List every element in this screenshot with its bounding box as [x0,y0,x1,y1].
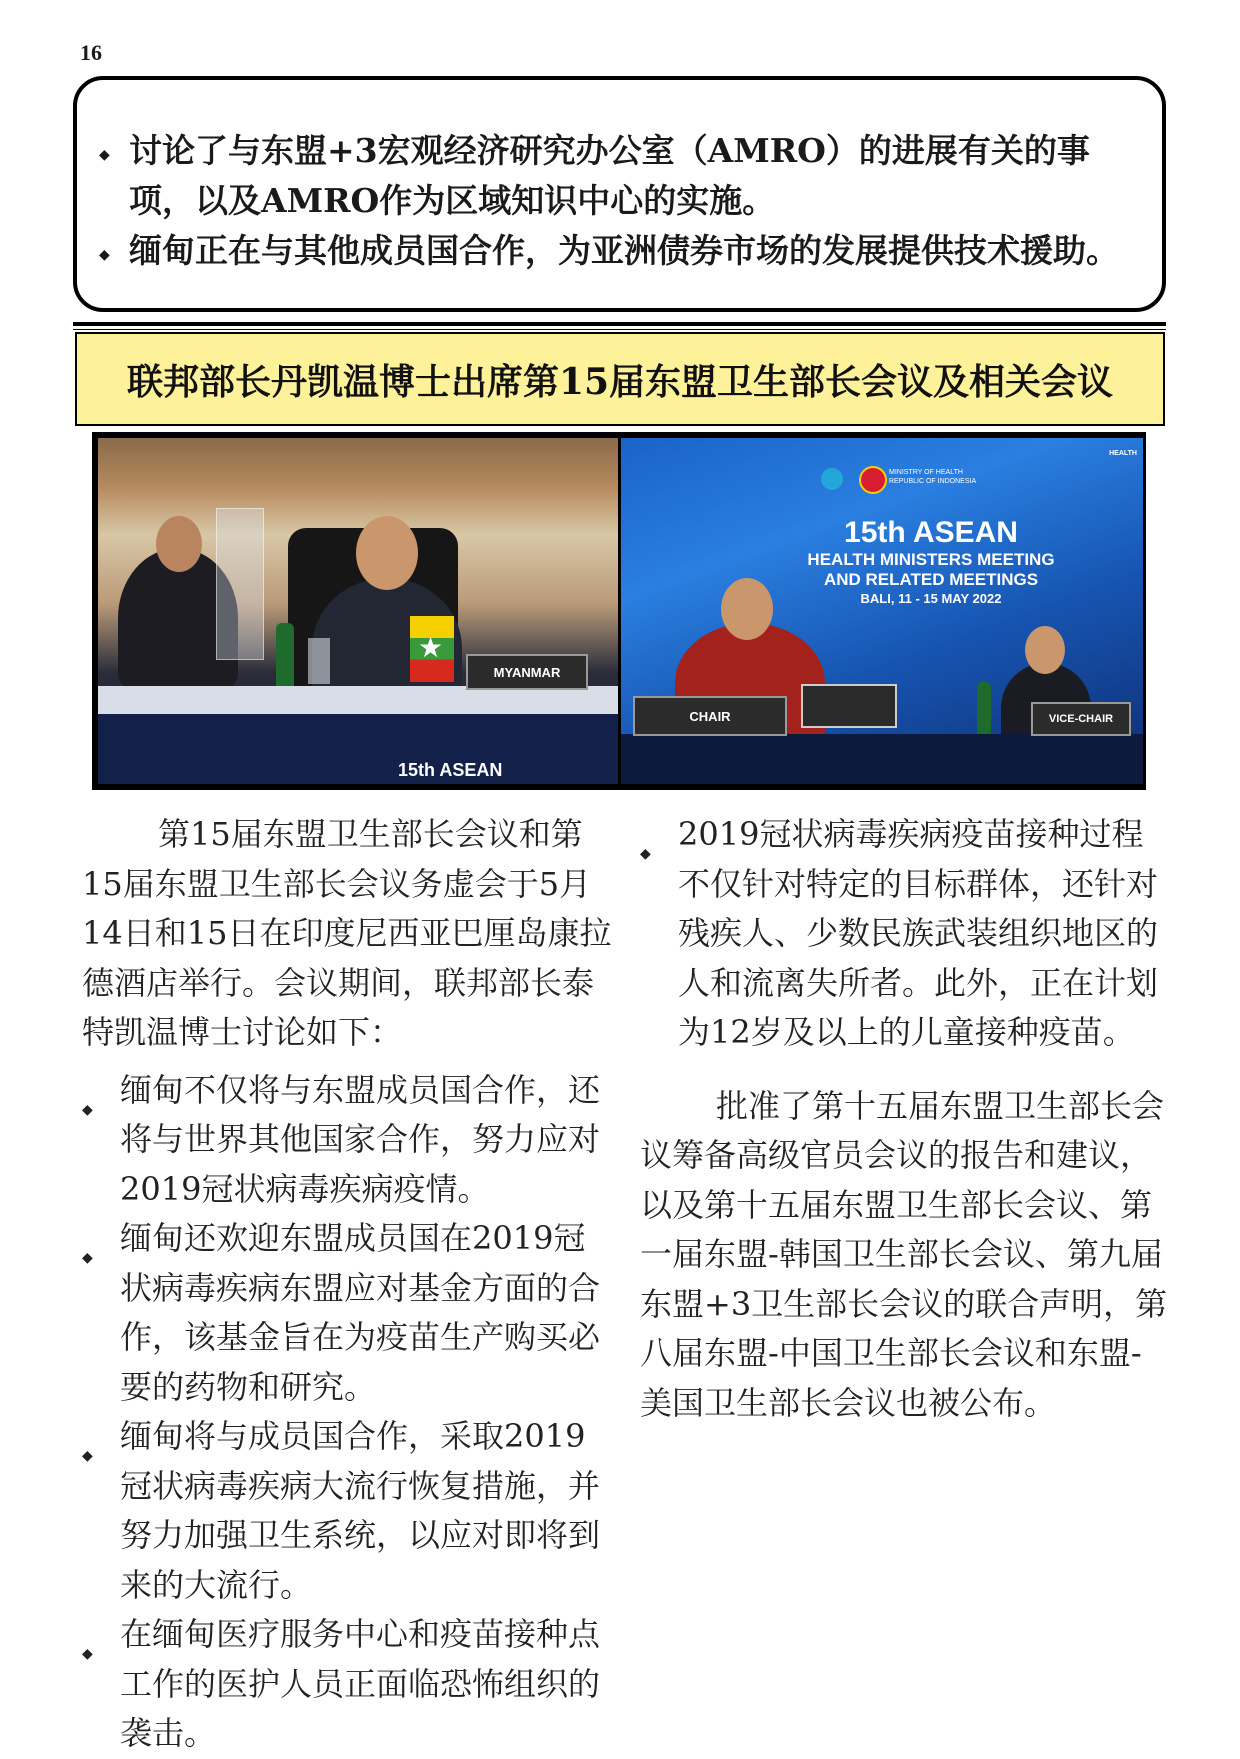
article-bullet-text: 缅甸还欢迎东盟成员国在2019冠状病毒疾病东盟应对基金方面的合作，该基金旨在为疫苗生产购买必要的药物和研究。 [120,1219,601,1406]
diamond-bullet-icon: ◆ [82,1646,93,1662]
article-bullet [640,810,1170,1058]
article-column-left [82,810,612,1759]
asean-logo-icon [859,466,887,494]
star-icon: ★ [418,631,444,664]
photo-strip [92,432,1146,790]
delegate-head [156,516,202,572]
page-number: 16 [80,40,102,65]
photo-meeting-chair [621,438,1143,784]
article-bullet-text: 缅甸不仅将与东盟成员国合作，还将与世界其他国家合作，努力应对2019冠状病毒疾病疫情。 [120,1070,601,1208]
conclusion-paragraph: 批准了第十五届东盟卫生部长会议筹备高级官员会议的报告和建议，以及第十五届东盟卫生部长会议、第一届东盟-韩国卫生部长会议、第九届东盟+3卫生部长会议的联合声明，第八届东盟-中国卫生部长会议和东盟-美国卫生部长会议也被公布。 [640,1086,1168,1422]
diamond-bullet-icon: ◆ [640,846,651,862]
diamond-bullet-icon: ◆ [99,147,110,163]
water-glass [308,638,330,684]
summary-bullet [99,126,1140,226]
nameplate-vice-chair: VICE-CHAIR [1031,702,1131,736]
article-bullet [82,1066,612,1215]
desk [98,686,618,714]
article-title: 联邦部长丹凯温博士出席第15届东盟卫生部长会议及相关会议 [75,332,1165,426]
screen-headline-line2: HEALTH MINISTERS MEETING [807,550,1055,569]
screen-headline-line3: AND RELATED MEETINGS [823,570,1039,589]
banner-fragment: 15th ASEAN [398,760,503,780]
article-bullet [82,1214,612,1412]
screen-date-line: BALI, 11 - 15 MAY 2022 [860,591,1002,606]
article-bullet-text: 在缅甸医疗服务中心和疫苗接种点工作的医护人员正面临恐怖组织的袭击。 [120,1615,601,1752]
minister-head [356,516,418,590]
photo-myanmar-delegation [98,438,618,784]
myanmar-flag [410,616,454,682]
summary-bullet-text: 缅甸正在与其他成员国合作，为亚洲债券市场的发展提供技术援助。 [129,231,1119,270]
divider-rule [73,329,1166,330]
water-bottle [977,682,991,734]
summary-bullet [99,226,1140,280]
nameplate-myanmar: MYANMAR [466,654,588,690]
chair-head [721,578,773,640]
intro-paragraph: 第15届东盟卫生部长会议和第15届东盟卫生部长会议务虚会于5月14日和15日在印度尼西亚巴厘岛康拉德酒店举行。会议期间，联邦部长泰特凯温博士讨论如下： [82,815,612,1051]
corner-text: HEALTH [1109,450,1137,457]
desk [621,734,1143,784]
diamond-bullet-icon: ◆ [82,1101,93,1118]
article-bullet [82,1412,612,1610]
nameplate-chair: CHAIR [633,696,787,736]
article-column-right [640,810,1170,1428]
vice-chair-head [1025,626,1065,674]
water-bottle [276,623,294,693]
screen-headline [781,516,1081,608]
summary-box [73,76,1166,312]
article-bullet-text: 缅甸将与成员国合作，采取2019冠状病毒疾病大流行恢复措施，并努力加强卫生系统，以应对即将到来的大流行。 [120,1417,601,1604]
ministry-label: MINISTRY OF HEALTH REPUBLIC OF INDONESIA [889,469,977,485]
summary-bullet-text: 讨论了与东盟+3宏观经济研究办公室（AMRO）的进展有关的事项，以及AMRO作为区域知识中心的实施。 [129,131,1090,220]
desk-screen [801,684,897,728]
desk-front [98,714,618,784]
diamond-bullet-icon: ◆ [99,247,110,263]
diamond-bullet-icon: ◆ [82,1448,93,1464]
diamond-bullet-icon: ◆ [82,1250,93,1266]
screen-headline-main: 15th ASEAN [844,516,1018,549]
article-bullet-text: 2019冠状病毒疾病疫苗接种过程不仅针对特定的目标群体，还针对残疾人、少数民族武装组织地区的人和流离失所者。此外，正在计划为12岁及以上的儿童接种疫苗。 [678,815,1159,1051]
divider-rule [73,322,1166,326]
article-bullet [82,1610,612,1759]
ministry-logo-icon [821,468,843,490]
glass-partition [216,508,264,660]
